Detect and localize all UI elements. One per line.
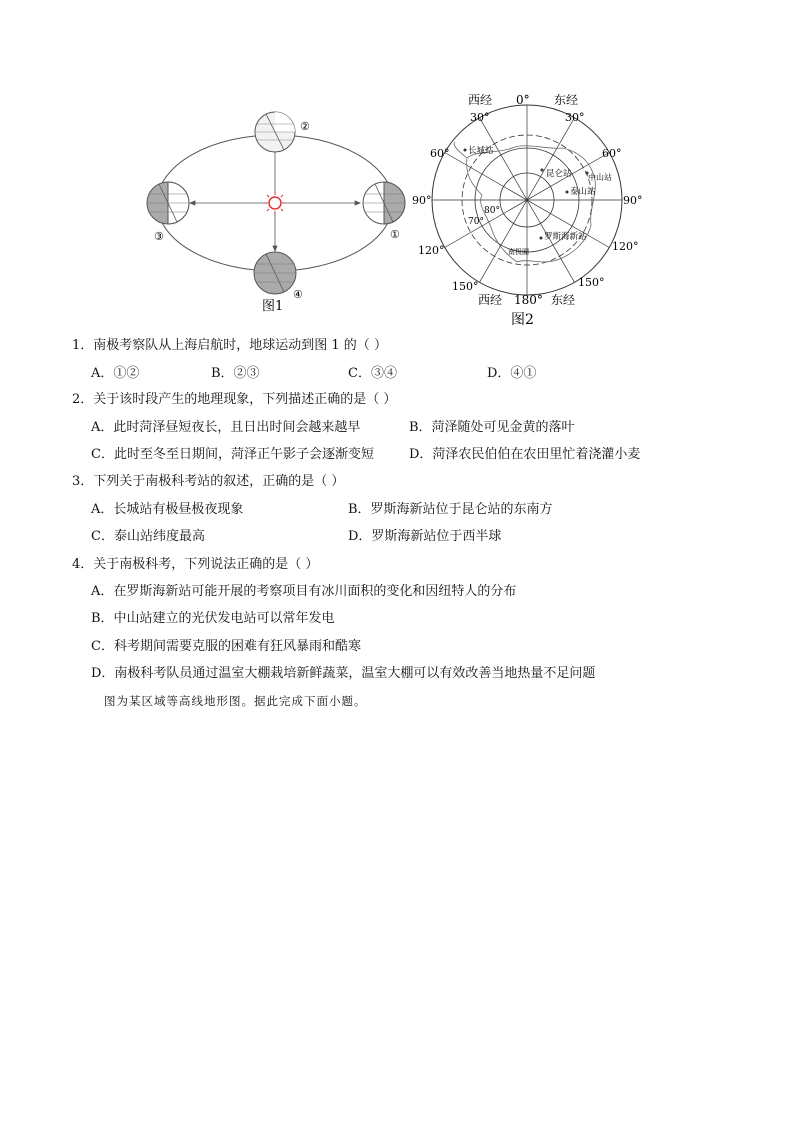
question-1-option-b[interactable]: B．②③ — [211, 366, 260, 381]
question-3-stem: 3．下列关于南极科考站的叙述，正确的是（ ） — [72, 474, 345, 489]
position-label-2: ② — [300, 120, 310, 133]
figure1-caption: 图1 — [262, 299, 284, 314]
question-4-option-d[interactable]: D．南极科考队员通过温室大棚栽培新鲜蔬菜，温室大棚可以有效改善当地热量不足问题 — [91, 666, 596, 681]
section-note: 图为某区域等高线地形图。据此完成下面小题。 — [104, 694, 367, 708]
lon-label-120e: 120° — [612, 240, 639, 253]
lat-label-80: 80° — [484, 206, 500, 216]
figure2-caption: 图2 — [511, 312, 534, 328]
question-4-option-c[interactable]: C．科考期间需要克服的困难有狂风暴雨和酷寒 — [91, 639, 361, 654]
question-2-option-a[interactable]: A．此时菏泽昼短夜长，且日出时间会越来越早 — [91, 420, 361, 435]
lon-label-60w: 60° — [430, 147, 450, 160]
question-4-option-a[interactable]: A．在罗斯海新站可能开展的考察项目有冰川面积的变化和因纽特人的分布 — [91, 584, 517, 599]
lon-label-150e: 150° — [578, 276, 605, 289]
question-2-stem: 2．关于该时段产生的地理现象，下列描述正确的是（ ） — [72, 392, 397, 407]
top-label-east: 东经 — [554, 93, 579, 107]
bottom-label-west: 西经 — [478, 293, 503, 307]
orbit-diagram — [140, 88, 410, 333]
position-label-1: ① — [390, 228, 400, 241]
question-2-option-c[interactable]: C．此时至冬至日期间，菏泽正午影子会逐渐变短 — [91, 447, 374, 462]
lat-label-70: 70° — [468, 217, 484, 227]
antarctica-map — [410, 88, 660, 333]
lon-label-30e: 30° — [565, 111, 585, 124]
position-label-3: ③ — [154, 230, 164, 243]
bottom-label-east: 东经 — [551, 293, 576, 307]
earth-position-3 — [147, 182, 189, 224]
position-label-4: ④ — [293, 288, 303, 301]
figures-area — [140, 88, 660, 333]
bottom-label-180: 180° — [514, 293, 543, 307]
station-zhongshan: 中山站 — [588, 173, 612, 182]
lon-label-90e: 90° — [623, 194, 643, 207]
lon-label-150w: 150° — [452, 280, 479, 293]
lon-label-120w: 120° — [418, 244, 445, 257]
question-3-option-c[interactable]: C．泰山站纬度最高 — [91, 529, 205, 544]
question-1-stem: 1．南极考察队从上海启航时，地球运动到图 1 的（ ） — [72, 338, 387, 353]
earth-position-1 — [363, 182, 405, 224]
question-2-option-b[interactable]: B．菏泽随处可见金黄的落叶 — [409, 420, 575, 435]
question-4-stem: 4．关于南极科考，下列说法正确的是（ ） — [72, 557, 319, 572]
station-changcheng: 长城站 — [468, 146, 494, 156]
question-1-option-a[interactable]: A．①② — [91, 366, 140, 381]
station-kunlun: 昆仑站 — [546, 169, 572, 179]
lon-label-30w: 30° — [470, 111, 490, 124]
lon-label-90w: 90° — [412, 194, 432, 207]
question-3-option-a[interactable]: A．长城站有极昼极夜现象 — [91, 502, 244, 517]
earth-position-4 — [254, 252, 296, 294]
antarctica-coastline — [467, 146, 596, 262]
shelf-label: 南极圈 — [508, 248, 529, 256]
question-2-option-d[interactable]: D．菏泽农民伯伯在农田里忙着浇灌小麦 — [409, 447, 641, 462]
question-1-option-c[interactable]: C．③④ — [348, 366, 397, 381]
lon-label-60e: 60° — [602, 147, 622, 160]
station-ross-sea: 罗斯海新站 — [544, 232, 587, 242]
top-label-west: 西经 — [468, 93, 493, 107]
question-4-option-b[interactable]: B．中山站建立的光伏发电站可以常年发电 — [91, 611, 335, 626]
question-3-option-d[interactable]: D．罗斯海新站位于西半球 — [348, 529, 502, 544]
question-1-option-d[interactable]: D．④① — [487, 366, 537, 381]
question-3-option-b[interactable]: B．罗斯海新站位于昆仑站的东南方 — [348, 502, 553, 517]
station-taishan: 泰山站 — [570, 187, 596, 197]
top-label-0: 0° — [516, 93, 530, 107]
earth-position-2 — [255, 112, 295, 152]
